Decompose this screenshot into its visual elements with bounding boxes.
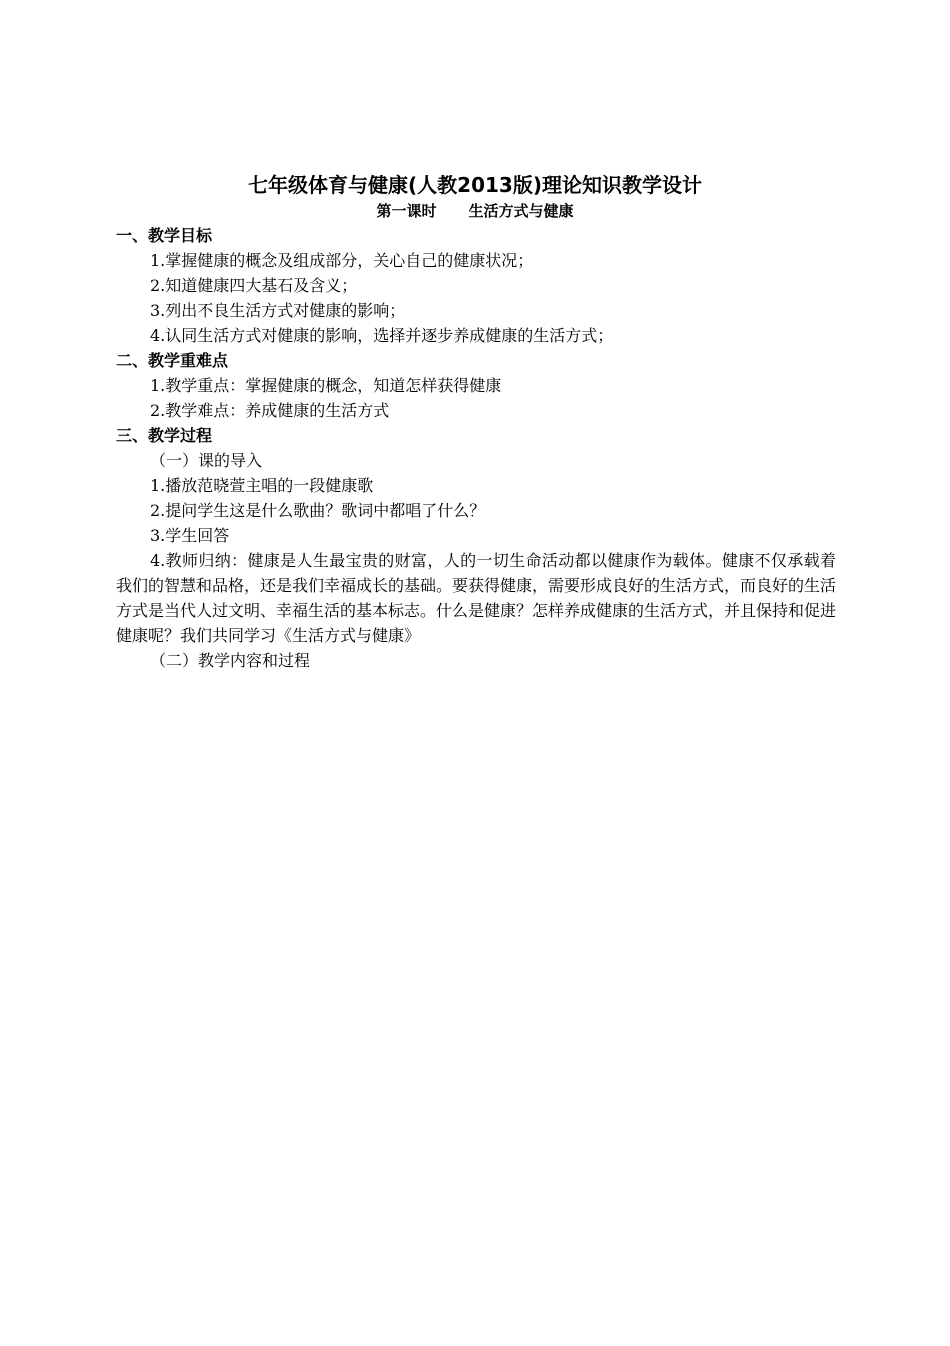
key-point-item: 2.教学难点：养成健康的生活方式 <box>150 401 390 420</box>
objective-item: 1.掌握健康的概念及组成部分，关心自己的健康状况； <box>150 251 534 270</box>
section-heading-process: 三、教学过程 <box>116 426 213 445</box>
process-item: 1.播放范晓萱主唱的一段健康歌 <box>150 476 374 495</box>
document-title: 七年级体育与健康(人教2013版)理论知识教学设计 <box>248 173 702 197</box>
lesson-topic: 生活方式与健康 <box>468 202 574 220</box>
teacher-summary-paragraph: 4.教师归纳：健康是人生最宝贵的财富，人的一切生命活动都以健康作为载体。健康不仅承载着我们的智慧和品格，还是我们幸福成长的基础。要获得健康，需要形成良好的生活方式，而良好的生活方式是当代人过文明、幸福生活的基本标志。什么是健康？怎样养成健康的生活方式，并且保持和促进健康呢？我们共同学习《生活方式与健康》 <box>116 551 837 645</box>
process-item: 2.提问学生这是什么歌曲？歌词中都唱了什么？ <box>150 501 486 520</box>
process-subheading-content: （二）教学内容和过程 <box>150 651 311 670</box>
section-heading-key-points: 二、教学重难点 <box>116 351 229 370</box>
lesson-number: 第一课时 <box>376 202 437 220</box>
section-heading-objectives: 一、教学目标 <box>116 226 213 245</box>
key-point-item: 1.教学重点：掌握健康的概念，知道怎样获得健康 <box>150 376 502 395</box>
objective-item: 2.知道健康四大基石及含义； <box>150 276 358 295</box>
document-body <box>116 223 836 673</box>
objective-item: 3.列出不良生活方式对健康的影响； <box>150 301 406 320</box>
process-item: 3.学生回答 <box>150 526 230 545</box>
objective-item: 4.认同生活方式对健康的影响，选择并逐步养成健康的生活方式； <box>150 326 614 345</box>
lesson-subtitle <box>0 199 950 223</box>
process-subheading-intro: （一）课的导入 <box>150 451 263 470</box>
